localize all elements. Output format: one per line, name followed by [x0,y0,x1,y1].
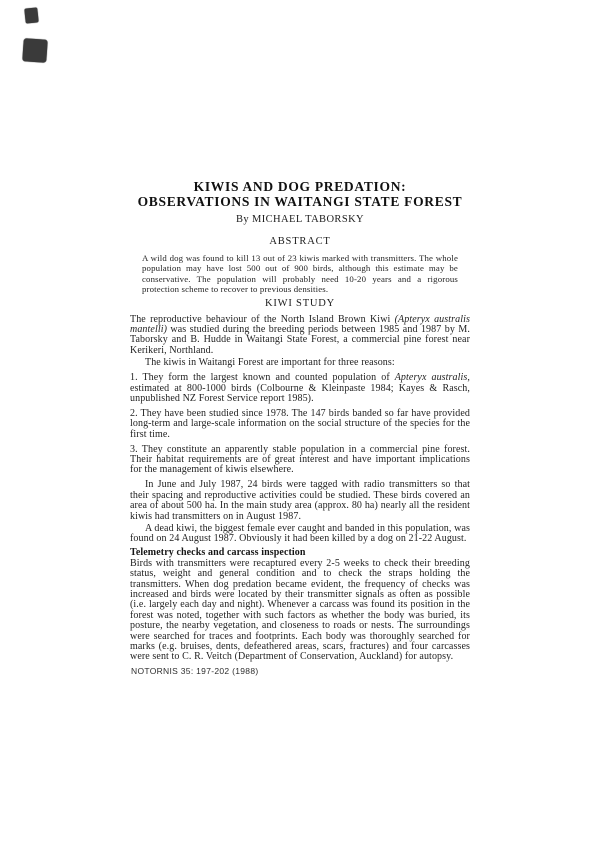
paragraph-dead-kiwi: A dead kiwi, the biggest female ever caught and banded in this population, was found on 24 August 1987. Obviously it had been killed by a dog on 21-22 August. [130,522,470,545]
species-name-italic: Apteryx australis [394,372,468,384]
list-item-2: 2. They have been studied since 1978. The 147 birds banded so far have provided long-term and large-scale information on the social structure of the species for the first time. [130,407,470,440]
list-item-3: 3. They constitute an apparently stable population in a commercial pine forest. Their habitat requirements are of great interest and have important implications for the management of kiwis elsewhere. [130,443,470,476]
paragraph-intro-pre: The reproductive behaviour of the North Island Brown Kiwi [130,313,395,325]
article-title-line2: OBSERVATIONS IN WAITANGI STATE FOREST [137,194,463,209]
abstract-heading: ABSTRACT [269,236,331,247]
list-item-1 [130,373,470,404]
paragraph-intro [130,315,470,357]
subsection-heading-telemetry: Telemetry checks and carcass inspection [130,546,306,558]
paragraph-telemetry-tagging: In June and July 1987, 24 birds were tagged with radio transmitters so that their spacing and reproductive activities could be studied. These birds covered an area of about 500 ha. In the main study area (approx. 80 ha) nearly all the resident kiwis had transmitters on in August 1987. [130,479,470,522]
article-title [130,179,470,209]
article-title-line1: KIWIS AND DOG PREDATION: [193,179,407,194]
section-heading-kiwi-study: KIWI STUDY [264,297,336,309]
paragraph-checks-inspection: Birds with transmitters were recaptured every 2-5 weeks to check their breeding status, weight and general condition and to check the straps holding the transmitters. When dog predation became evident, the frequency of checks was increased and birds were located by their transmitter signals as often as possible (i.e. largely each day and night). Whenever a carcass was found its position in the forest was noted, together with such factors as whether the body was buried, its posture, the nearby vegetation, and closeness to roads or nests. The surroundings were searched for traces and footprints. Each body was thoroughly searched for marks (e.g. bruises, dents, defeathered areas, scars, fractures) and four carcasses were sent to C. R. Veitch (Department of Conservation, Auckland) for autopsy. [130,557,470,663]
journal-citation: NOTORNIS 35: 197-202 (1988) [131,666,259,676]
byline: By MICHAEL TABORSKY [235,214,365,225]
paragraph-three-reasons: The kiwis in Waitangi Forest are important for three reasons: [145,357,395,369]
list-item-1-pre: 1. They form the largest known and counted population of [130,372,395,384]
abstract-text: A wild dog was found to kill 13 out of 23 kiwis marked with transmitters. The whole population may have lost 500 out of 900 birds, although this estimate may be conservative. The population will probably need 10-20 years and a rigorous protection scheme to recover to previous densities. [142,253,458,295]
article [130,179,470,665]
scan-artifact [22,38,48,63]
list-item-1-post: , estimated at 800-1000 birds (Colbourne & Kleinpaste 1984; Kayes & Rasch, unpublished NZ Forest Service report 1985). [130,372,470,404]
scan-artifact [24,7,38,23]
species-name-italic: (Apteryx australis mantelli) [130,313,470,336]
paragraph-intro-post: was studied during the breeding periods between 1985 and 1987 by M. Taborsky and B. Hudde in Waitangi State Forest, a commercial pine forest near Kerikeri, Northland. [130,324,470,356]
